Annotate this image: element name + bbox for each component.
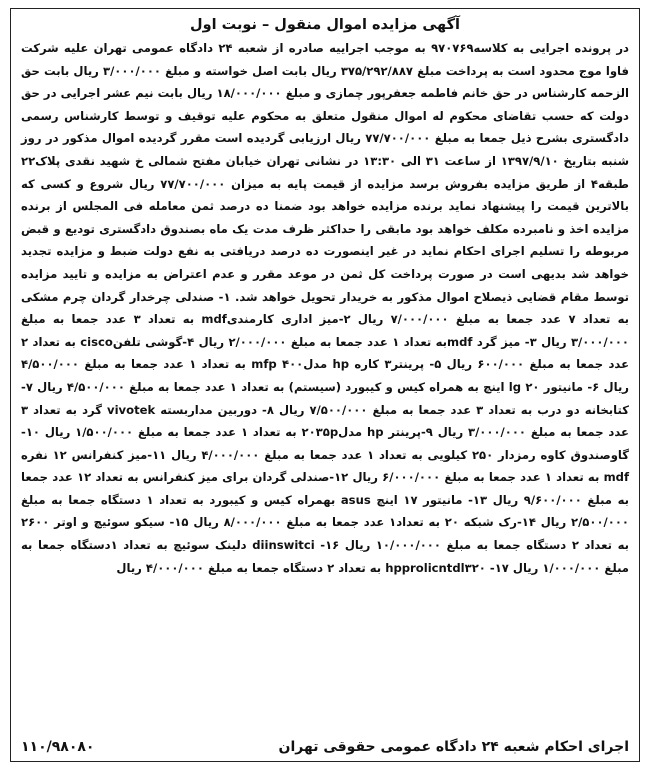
notice-body: در پرونده اجرایی به کلاسه۹۷۰۷۶۹ به موجب اجراییه صادره از شعبه ۲۴ دادگاه عمومی تهران علیه شرکت فاوا موج محدود است به پرداخت مبلغ ۳۷۵/۲۹۲/۸۸۷ ریال بابت اصل خواسته و مبلغ ۳/۰۰۰/۰۰۰ ریال بابت حق الزحمه کارشناس در حق خانم فاطمه جعفرپور چمازی و مبلغ ۱۸/۰۰۰/۰۰۰ ریال بابت نیم عشر اجرایی در حق دولت که حسب تقاضای محکوم له اموال منقول متعلق به محکوم علیه توقیف و توسط کارشناس رسمی دادگستری بشرح ذیل جمعا به مبلغ ۷۷/۷۰۰/۰۰۰ ریال ارزیابی گردیده است مقرر گردیده اموال مذکور در روز شنبه بتاریخ ۱۳۹۷/۹/۱۰ از ساعت ۳۱ الی ۱۳:۳۰ در نشانی تهران خیابان مفتح شمالی خ شهید نقدی پلاک۲۲ طبقه۴ از طریق مزایده بفروش برسد مزایده از قیمت پایه به میزان ۷۷/۷۰۰/۰۰۰ ریال شروع و کسی که بالاترین قیمت را پیشنهاد نماید برنده مزایده خواهد بود ضمنا ده درصد ثمن معامله فی المجلس از برنده مزایده اخذ و نامبرده مکلف خواهد بود مابقی را حداکثر ظرف مدت یک ماه بصندوق دادگستری تودیع و قبض مربوطه را تسلیم اجرای احکام نماید در غیر اینصورت ده درصد دریافتی به نفع دولت ضبط و مزایده تجدید خواهد شد بدیهی است در صورت پرداخت کل ثمن در موعد مقرر و عدم اعتراض به مزایده و تایید مزایده توسط مقام قضایی ذیصلاح اموال مذکور به خریدار تحویل خواهد شد. ۱- صندلی چرخدار گردان چرم مشکی به تعداد ۷ عدد جمعا به مبلغ ۷/۰۰۰/۰۰۰ ریال ۲-میز اداری کارمندیmdf به تعداد ۳ عدد جمعا به مبلغ ۳/۰۰۰/۰۰۰ ریال ۳- میز گرد mdfبه تعداد ۱ عدد جمعا به مبلغ ۲/۰۰۰/۰۰۰ ریال ۴-گوشی تلفنcisco به تعداد ۲ عدد جمعا به مبلغ ۶۰۰/۰۰۰ ریال ۵- پرینتر۳ کاره hp مدلmfp ۴۰۰ به تعداد ۱ عدد جمعا به مبلغ ۴/۵۰۰/۰۰۰ ریال ۶- مانیتور ۲۰ lg اینچ به همراه کیس و کیبورد (سیستم) به تعداد ۱ عدد جمعا به مبلغ ۴/۵۰۰/۰۰۰ ریال ۷-کتابخانه دو درب به تعداد ۳ عدد جمعا به مبلغ ۷/۵۰۰/۰۰۰ ریال ۸- دوربین مداربسته vivotek گرد به تعداد ۳ عدد جمعا به مبلغ ۳/۰۰۰/۰۰۰ ریال ۹-پرینتر hp مدل۲۰۳۵p به تعداد ۱ عدد جمعا به مبلغ ۱/۵۰۰/۰۰۰ ریال ۱۰- گاوصندوق کاوه رمزدار ۲۵۰ کیلویی به تعداد ۱ عدد جمعا به مبلغ ۴/۰۰۰/۰۰۰ ریال ۱۱-میز کنفرانس ۱۲ نفره mdf به تعداد ۱ عدد جمعا به مبلغ ۶/۰۰۰/۰۰۰ ریال ۱۲-صندلی گردان برای میز کنفرانس به تعداد ۱۲ عدد جمعا به مبلغ ۹/۶۰۰/۰۰۰ ریال ۱۳- مانیتور ۱۷ اینچ asus بهمراه کیس و کیبورد به تعداد ۱ دستگاه جمعا به مبلغ ۲/۵۰۰/۰۰۰ ریال ۱۴-رک شبکه ۲۰ به تعداد۱ عدد جمعا به مبلغ ۸/۰۰۰/۰۰۰ ریال ۱۵- سیکو سوئیچ و اوتر ۲۶۰۰ به تعداد ۲ دستگاه جمعا به مبلغ ۱۰/۰۰۰/۰۰۰ ریال ۱۶- diinswitci دلینک سوئیچ به تعداد ۱دستگاه جمعا به مبلغ ۱/۰۰۰/۰۰۰ ریال ۱۷- hpprolicntdl۳۲۰ به تعداد ۲ دستگاه جمعا به مبلغ ۴/۰۰۰/۰۰۰ ریال [21, 41, 630, 575]
auction-notice [10, 8, 640, 762]
notice-code: ۱۱۰/۹۸۰۸۰ [21, 739, 95, 755]
notice-title: آگهی مزایده اموال منقول – نوبت اول [189, 17, 461, 33]
notice-footer [21, 739, 629, 755]
notice-signature: اجرای احکام شعبه ۲۴ دادگاه عمومی حقوقی تهران [278, 739, 629, 755]
